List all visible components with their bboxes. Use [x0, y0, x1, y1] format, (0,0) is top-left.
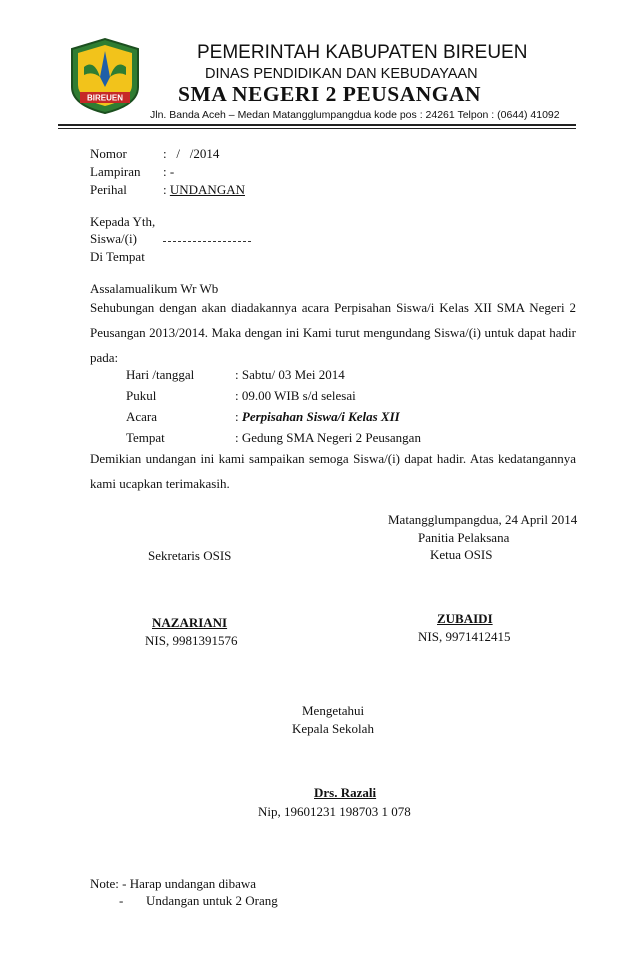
lampiran-value: : -	[163, 164, 175, 179]
letterhead-rule-thick	[58, 124, 576, 126]
detail-value-place: : Gedung SMA Negeri 2 Peusangan	[235, 430, 421, 445]
perihal-subject: UNDANGAN	[169, 182, 245, 197]
detail-value-date: : Sabtu/ 03 Mei 2014	[235, 367, 345, 382]
left-signer-name: NAZARIANI	[152, 615, 228, 630]
acknowledgement-label: Mengetahui	[302, 703, 365, 718]
perihal-label: Perihal	[90, 182, 127, 197]
perihal-value: : UNDANGAN	[163, 182, 245, 197]
closing-paragraph: Demikian undangan ini kami sampaikan semoga Siswa/(i) dapat hadir. Atas kedatangannya kami ucapkan terimakasih.	[90, 451, 576, 491]
principal-title: Kepala Sekolah	[292, 721, 374, 736]
right-signer-name: ZUBAIDI	[437, 611, 493, 626]
committee-label: Panitia Pelaksana	[418, 530, 510, 545]
note-line-2: Undangan untuk 2 Orang	[146, 893, 278, 908]
recipient-line-3: Di Tempat	[90, 249, 145, 264]
letterhead-school: SMA NEGERI 2 PEUSANGAN	[178, 82, 482, 106]
detail-label-place: Tempat	[126, 430, 165, 445]
letterhead-government: PEMERINTAH KABUPATEN BIREUEN	[197, 42, 528, 63]
detail-label-date: Hari /tanggal	[126, 367, 195, 382]
principal-name: Drs. Razali	[314, 785, 377, 800]
detail-label-time: Pukul	[126, 388, 157, 403]
lampiran-label: Lampiran	[90, 164, 141, 179]
left-signer-nis: NIS, 9981391576	[145, 633, 238, 648]
place-date: Matangglumpangdua, 24 April 2014	[388, 512, 578, 527]
regency-logo	[66, 37, 144, 115]
greeting: Assalamualikum Wr Wb	[90, 281, 219, 296]
recipient-line-1: Kepada Yth,	[90, 214, 156, 229]
letterhead-department: DINAS PENDIDIKAN DAN KEBUDAYAAN	[205, 66, 478, 82]
detail-value-event: : Perpisahan Siswa/i Kelas XII	[235, 409, 400, 424]
right-signer-nis: NIS, 9971412415	[418, 629, 511, 644]
note-line-1: Note: - Harap undangan dibawa	[90, 876, 257, 891]
recipient-name-blank	[163, 241, 251, 242]
logo-text: BIREUEN	[86, 93, 124, 103]
recipient-line-2: Siswa/(i)	[90, 231, 137, 246]
nomor-value: : / /2014	[163, 146, 220, 161]
note-bullet: -	[119, 893, 124, 908]
principal-nip: Nip, 19601231 198703 1 078	[258, 804, 411, 819]
detail-label-event: Acara	[126, 409, 158, 424]
intro-paragraph: Sehubungan dengan akan diadakannya acara Perpisahan Siswa/i Kelas XII SMA Negeri 2 Peusangan 2013/2014. Maka dengan ini Kami turut mengundang Siswa/(i) untuk dapat hadir pada:	[90, 300, 576, 365]
detail-value-time: : 09.00 WIB s/d selesai	[235, 388, 356, 403]
letterhead-rule-thin	[58, 128, 576, 129]
right-signer-role: Ketua OSIS	[430, 547, 493, 562]
letterhead-address: Jln. Banda Aceh – Medan Matangglumpangdua kode pos : 24261 Telpon : (0644) 41092	[150, 109, 560, 121]
left-signer-role: Sekretaris OSIS	[148, 548, 232, 563]
nomor-label: Nomor	[90, 146, 127, 161]
